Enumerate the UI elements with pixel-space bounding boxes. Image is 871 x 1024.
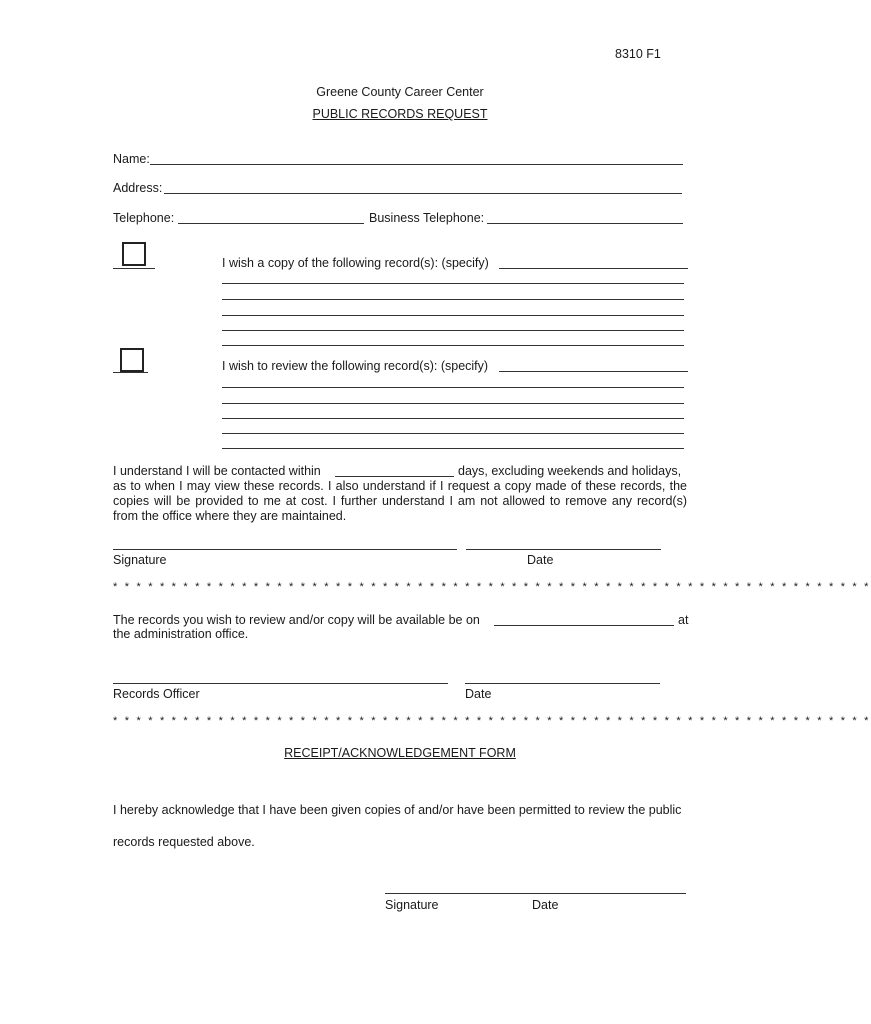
records-officer-signature-field[interactable] bbox=[113, 683, 448, 684]
copy-specify-line[interactable] bbox=[222, 283, 684, 284]
availability-date-field[interactable] bbox=[494, 625, 674, 626]
review-records-checkbox[interactable] bbox=[120, 348, 144, 372]
receipt-title: RECEIPT/ACKNOWLEDGEMENT FORM bbox=[284, 746, 516, 760]
requester-signature-field[interactable] bbox=[113, 549, 457, 550]
copy-specify-line[interactable] bbox=[222, 330, 684, 331]
receipt-line2: records requested above. bbox=[113, 835, 255, 849]
availability-text-b: at bbox=[678, 613, 689, 627]
receipt-signature-field[interactable] bbox=[385, 893, 686, 894]
business-telephone-field[interactable] bbox=[487, 223, 683, 224]
review-records-text: I wish to review the following record(s): (specify) bbox=[222, 359, 489, 373]
understanding-line2: as to when I may view these records. I also understand if I request a copy made of these records, the bbox=[113, 479, 687, 493]
requester-signature-label: Signature bbox=[113, 553, 167, 567]
address-field[interactable] bbox=[164, 193, 682, 194]
requester-date-field[interactable] bbox=[466, 549, 661, 550]
understanding-line4: from the office where they are maintained. bbox=[113, 509, 347, 523]
telephone-label: Telephone: bbox=[113, 211, 175, 225]
contact-days-field[interactable] bbox=[335, 476, 454, 477]
copy-checkbox-underline bbox=[113, 268, 155, 269]
address-label: Address: bbox=[113, 181, 163, 195]
form-number: 8310 F1 bbox=[615, 47, 661, 61]
records-officer-date-label: Date bbox=[465, 687, 492, 701]
review-specify-line[interactable] bbox=[222, 433, 684, 434]
records-officer-date-field[interactable] bbox=[465, 683, 660, 684]
requester-date-label: Date bbox=[527, 553, 554, 567]
review-specify-line[interactable] bbox=[222, 418, 684, 419]
form-title: PUBLIC RECORDS REQUEST bbox=[312, 107, 488, 121]
availability-text-c: the administration office. bbox=[113, 627, 249, 641]
review-checkbox-underline bbox=[113, 372, 148, 373]
review-specify-line[interactable] bbox=[222, 403, 684, 404]
understanding-line1-a: I understand I will be contacted within bbox=[113, 464, 321, 478]
receipt-date-label: Date bbox=[532, 898, 559, 912]
review-specify-line[interactable] bbox=[222, 387, 684, 388]
organization-name: Greene County Career Center bbox=[316, 85, 484, 99]
receipt-signature-label: Signature bbox=[385, 898, 439, 912]
copy-specify-line[interactable] bbox=[222, 345, 684, 346]
review-specify-field[interactable] bbox=[499, 371, 688, 372]
telephone-field[interactable] bbox=[178, 223, 364, 224]
availability-text-a: The records you wish to review and/or copy will be available be on bbox=[113, 613, 480, 627]
understanding-line3: copies will be provided to me at cost. I further understand I am not allowed to remove any record(s) bbox=[113, 494, 687, 508]
separator-stars: * * * * * * * * * * * * * * * * * * * * * * * * * * * * * * * * * * * * * * * * * * * * * * * * * * * * * * * * * * * * * * * * * bbox=[113, 581, 871, 593]
review-specify-line[interactable] bbox=[222, 448, 684, 449]
copy-specify-line[interactable] bbox=[222, 315, 684, 316]
copy-specify-line[interactable] bbox=[222, 299, 684, 300]
copy-records-text: I wish a copy of the following record(s): (specify) bbox=[222, 256, 489, 270]
receipt-line1: I hereby acknowledge that I have been given copies of and/or have been permitted to review the public bbox=[113, 803, 682, 817]
records-officer-label: Records Officer bbox=[113, 687, 200, 701]
separator-stars: * * * * * * * * * * * * * * * * * * * * * * * * * * * * * * * * * * * * * * * * * * * * * * * * * * * * * * * * * * * * * * * * * bbox=[113, 715, 871, 727]
understanding-line1-b: days, excluding weekends and holidays, bbox=[458, 464, 682, 478]
copy-specify-field[interactable] bbox=[499, 268, 688, 269]
name-field[interactable] bbox=[150, 164, 683, 165]
copy-records-checkbox[interactable] bbox=[122, 242, 146, 266]
business-telephone-label: Business Telephone: bbox=[369, 211, 485, 225]
name-label: Name: bbox=[113, 152, 150, 166]
